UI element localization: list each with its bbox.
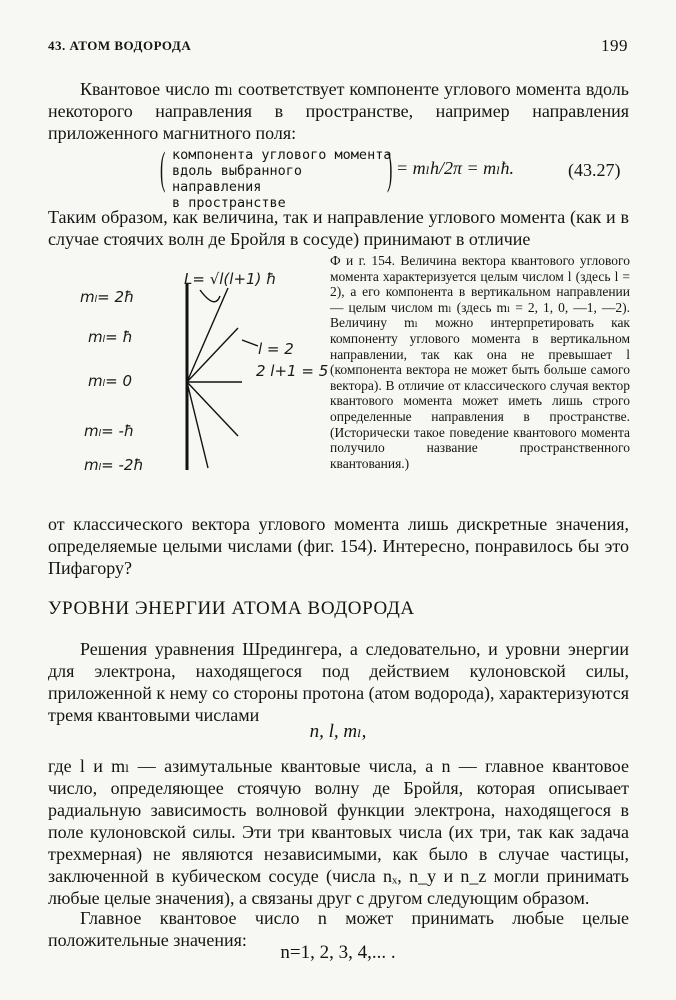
paragraph-2: Таким образом, как величина, так и направление углового момента (как и в случае стоячих волн де Бройля в сосуде) принимают в отличие bbox=[48, 207, 629, 249]
section-title: 43. АТОМ ВОДОРОДА bbox=[48, 38, 192, 53]
equation-number: (43.27) bbox=[568, 160, 621, 180]
vector-m-1 bbox=[187, 382, 238, 436]
brace-line-1: компонента углового момента bbox=[172, 147, 392, 163]
vector-m-2 bbox=[187, 382, 208, 468]
figure-154 bbox=[80, 270, 329, 490]
paragraph-4: Решения уравнения Шредингера, а следовательно, и уровни энергии для электрона, находящегося под действием кулоновской силы, приложенной к нему со стороны протона (атом водорода), характеризуются тремя квантовыми числами bbox=[48, 639, 629, 725]
equation-43-27-brace bbox=[160, 142, 392, 211]
vector-m2 bbox=[187, 288, 228, 382]
paragraph-3: от классического вектора углового момента лишь дискретные значения, определяемые целыми числами (фиг. 154). Интересно, понравилось бы это Пифагору? bbox=[48, 514, 629, 578]
figure-caption: Ф и г. 154. Величина вектора квантового углового момента характеризуется целым числом l (здесь l = 2), а его компонента в вертикальном направлении — целым числом mₗ (здесь mₗ = 2, 1, 0, —1, —2). Величину mₗ можно интерпретировать как компоненту углового момента в вертикальном направлении, так как она не превышает l (компонента вектора не может быть больше самого вектора). В отличие от классического случая вектор квантового момента может иметь лишь строго определенные направления в пространстве. (Исторически такое поведение квантового момента получило название пространственного квантования.) bbox=[330, 253, 630, 471]
equation-43-27-rhs: = mₗh/2π = mₗħ. bbox=[396, 158, 515, 178]
label-count: 2 l+1 = 5 bbox=[256, 362, 329, 380]
label-l: l = 2 bbox=[258, 340, 294, 358]
paragraph-6: Главное квантовое число n может принимать любые целые положительные значения: bbox=[48, 908, 629, 950]
label-m-minus2: mₗ= -2ħ bbox=[84, 456, 144, 474]
label-m-minus1: mₗ= -ħ bbox=[84, 422, 135, 440]
label-L: L= √l(l+1) ħ bbox=[184, 270, 277, 288]
paragraph-5: где l и mₗ — азимутальные квантовые числа, а n — главное квантовое число, определяющее стоячую волну де Бройля, которая описывает радиальную зависимость волновой функции электрона, находящегося в поле кулоновской силы. Эти три квантовых числа (их три, так как задача трехмерная) не являются независимыми, как было в случае частицы, заключенной в кубическом сосуде (числа nₓ, n_y и n_z могли принимать любые целые значения), а связаны друг с другом следующим образом. bbox=[48, 756, 629, 908]
label-m-plus1: mₗ= ħ bbox=[88, 328, 133, 346]
brace-line-2: вдоль выбранного направления bbox=[172, 163, 303, 195]
page-number: 199 bbox=[601, 36, 628, 55]
left-paren: ( bbox=[160, 142, 166, 193]
L-pointer bbox=[200, 290, 220, 302]
label-m-0: mₗ= 0 bbox=[88, 372, 132, 390]
l-pointer bbox=[242, 340, 258, 346]
equation-quantum-numbers: n, l, mₗ, bbox=[309, 721, 367, 742]
section-heading: УРОВНИ ЭНЕРГИИ АТОМА ВОДОРОДА bbox=[48, 598, 415, 619]
brace-line-3: в пространстве bbox=[172, 195, 286, 211]
equation-n-values: n=1, 2, 3, 4,... . bbox=[280, 942, 396, 963]
label-m-plus2: mₗ= 2ħ bbox=[80, 288, 135, 306]
paragraph-1: Квантовое число mₗ соответствует компоненте углового момента вдоль некоторого направления в пространстве, например направления приложенного магнитного поля: bbox=[48, 79, 629, 143]
page-header bbox=[48, 38, 628, 60]
right-paren: ) bbox=[386, 142, 392, 193]
vector-m1 bbox=[187, 328, 238, 382]
